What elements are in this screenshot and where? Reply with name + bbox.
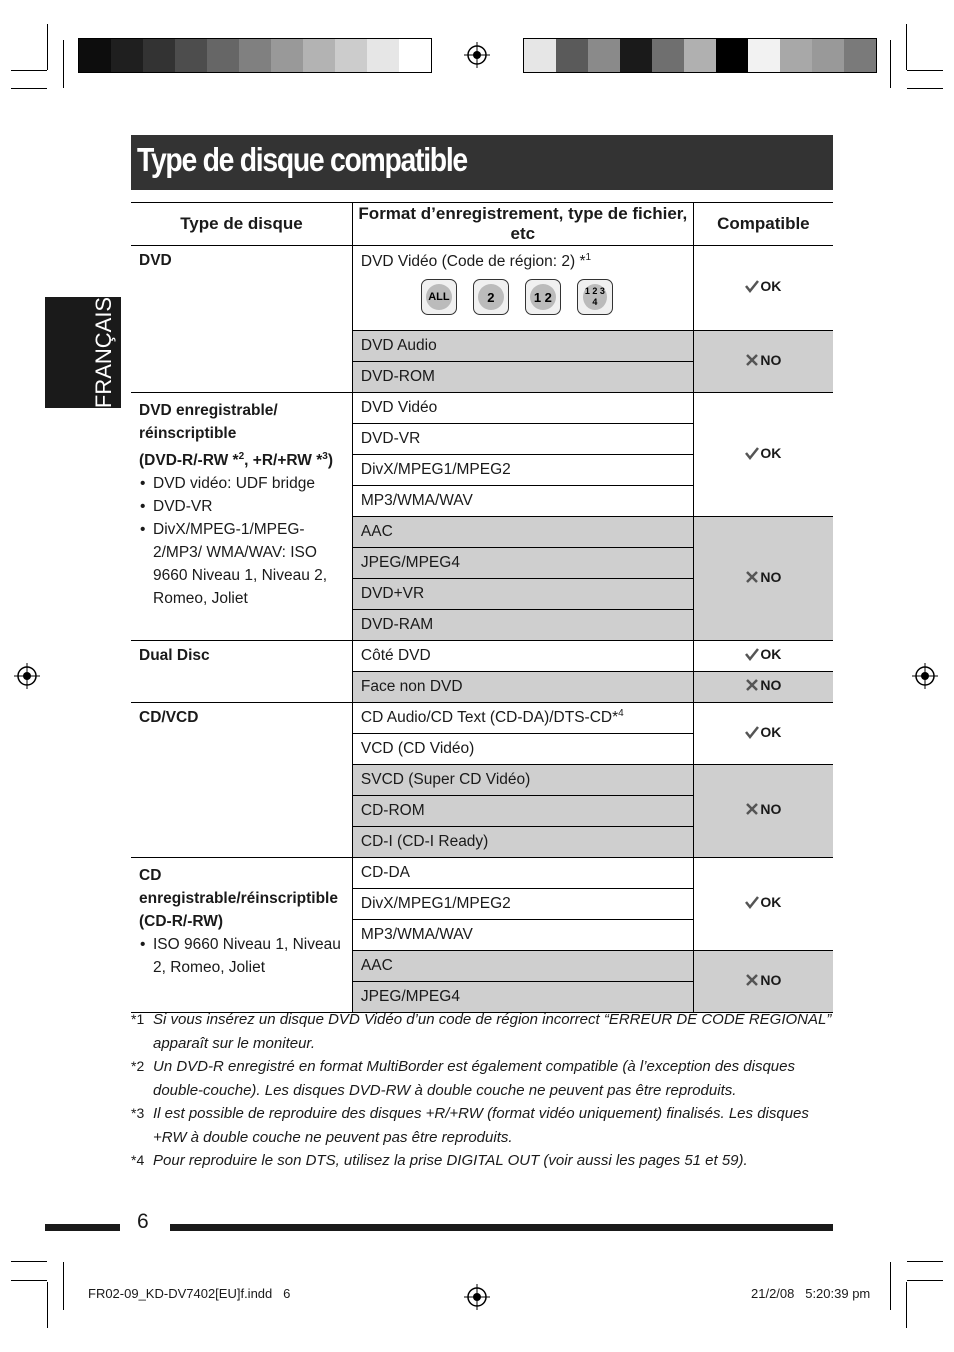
region-all-icon: ALL bbox=[421, 279, 457, 315]
ok-badge: OK bbox=[745, 445, 781, 461]
crop-mark bbox=[890, 1262, 891, 1310]
column-header: Format d’enregistrement, type de fichier, etc bbox=[352, 203, 693, 246]
crop-mark bbox=[890, 40, 891, 88]
region-code-icons bbox=[361, 279, 685, 315]
cross-icon bbox=[745, 570, 759, 584]
compat-cell bbox=[693, 393, 833, 517]
color-bar-right bbox=[523, 38, 877, 73]
format-cell: CD-ROM bbox=[352, 796, 693, 827]
color-swatch bbox=[175, 39, 207, 72]
disc-type-line: ) bbox=[327, 452, 333, 470]
disc-type-cell bbox=[131, 703, 352, 858]
disc-type-line: (DVD-R/-RW * bbox=[139, 452, 239, 470]
compat-cell bbox=[693, 765, 833, 858]
format-cell: DVD-RAM bbox=[352, 610, 693, 641]
crop-mark bbox=[906, 1282, 907, 1328]
table-row bbox=[131, 641, 833, 672]
disc-type-cell bbox=[131, 393, 352, 641]
footnote-ref: 2 bbox=[238, 451, 245, 462]
region-1-2-3-4-icon: 1 2 3 4 bbox=[577, 279, 613, 315]
crop-mark bbox=[63, 1262, 64, 1310]
column-header: Compatible bbox=[693, 203, 833, 246]
date-info: 21/2/08 5:20:39 pm bbox=[751, 1286, 871, 1301]
crop-mark bbox=[907, 70, 943, 71]
color-swatch bbox=[556, 39, 588, 72]
file-info: FR02-09_KD-DV7402[EU]f.indd 6 bbox=[88, 1286, 291, 1301]
disc-type-line: DVD enregistrable/ bbox=[139, 402, 278, 419]
disc-type-dvd: DVD bbox=[139, 252, 172, 269]
disc-type-cd: CD/VCD bbox=[139, 709, 199, 726]
format-cell: CD Audio/CD Text (CD-DA)/DTS-CD*$^4$ bbox=[352, 703, 693, 734]
footnote: *3 Il est possible de reproduire des disques +R/+RW (format vidéo uniquement) finalisés. Les disques +RW à double couche ne peuvent pas être reproduits. bbox=[131, 1105, 809, 1146]
region-2-icon: 2 bbox=[473, 279, 509, 315]
language-label: FRANÇAIS bbox=[91, 296, 116, 409]
compat-cell bbox=[693, 517, 833, 641]
color-swatch bbox=[271, 39, 303, 72]
footnote: *4 Pour reproduire le son DTS, utilisez la prise DIGITAL OUT (voir aussi les pages 51 et 59). bbox=[131, 1152, 748, 1169]
crop-mark bbox=[907, 1280, 943, 1281]
check-icon bbox=[745, 279, 759, 293]
crop-mark bbox=[47, 1282, 48, 1328]
cross-icon bbox=[745, 973, 759, 987]
no-badge: NO bbox=[745, 972, 781, 988]
ok-badge: OK bbox=[745, 724, 781, 740]
registration-mark-icon bbox=[14, 663, 40, 689]
compat-cell bbox=[693, 331, 833, 393]
format-cell: JPEG/MPEG4 bbox=[352, 982, 693, 1013]
color-swatch bbox=[620, 39, 652, 72]
list-item: • DVD-VR bbox=[153, 495, 344, 518]
format-cell: VCD (CD Vidéo) bbox=[352, 734, 693, 765]
format-cell: JPEG/MPEG4 bbox=[352, 548, 693, 579]
crop-mark bbox=[47, 24, 48, 70]
disc-type-cell bbox=[131, 641, 352, 703]
color-swatch bbox=[79, 39, 111, 72]
color-swatch bbox=[143, 39, 175, 72]
list-item: • DVD vidéo: UDF bridge bbox=[153, 472, 344, 495]
format-cell: SVCD (Super CD Vidéo) bbox=[352, 765, 693, 796]
registration-mark-icon bbox=[464, 1284, 490, 1310]
page-footer-bar bbox=[45, 1224, 120, 1231]
compat-cell bbox=[693, 858, 833, 951]
format-cell: AAC bbox=[352, 517, 693, 548]
list-item: • DivX/MPEG-1/MPEG-2/MP3/ WMA/WAV: ISO 9660 Niveau 1, Niveau 2, Romeo, Joliet bbox=[153, 518, 344, 610]
compat-cell bbox=[693, 246, 833, 331]
disc-type-cell bbox=[131, 858, 352, 1013]
compat-cell bbox=[693, 951, 833, 1013]
color-swatch bbox=[588, 39, 620, 72]
color-swatch bbox=[652, 39, 684, 72]
cross-icon bbox=[745, 353, 759, 367]
crop-mark bbox=[11, 70, 47, 71]
color-swatch bbox=[812, 39, 844, 72]
title-bar bbox=[131, 135, 833, 190]
disc-type-line: réinscriptible bbox=[139, 425, 237, 442]
format-cell: DivX/MPEG1/MPEG2 bbox=[352, 455, 693, 486]
footnote-ref: 3 bbox=[322, 451, 328, 462]
format-cell: MP3/WMA/WAV bbox=[352, 486, 693, 517]
crop-mark bbox=[907, 1261, 943, 1262]
crop-mark bbox=[11, 88, 47, 89]
language-tab bbox=[45, 297, 121, 408]
format-cell: Côté DVD bbox=[352, 641, 693, 672]
format-cell: MP3/WMA/WAV bbox=[352, 920, 693, 951]
disc-type-cell bbox=[131, 246, 352, 393]
table-row bbox=[131, 858, 833, 889]
check-icon bbox=[745, 446, 759, 460]
registration-mark-icon bbox=[464, 42, 490, 68]
crop-mark bbox=[11, 1261, 47, 1262]
compat-cell bbox=[693, 641, 833, 672]
crop-mark bbox=[907, 88, 943, 89]
format-cell: Face non DVD bbox=[352, 672, 693, 703]
color-swatch bbox=[399, 39, 431, 72]
no-badge: NO bbox=[745, 569, 781, 585]
region-1-2-icon: 1 2 bbox=[525, 279, 561, 315]
footnote: *1 Si vous insérez un disque DVD Vidéo d’un code de région incorrect “ERREUR DE CODE REGIONAL” apparaît sur le moniteur. bbox=[131, 1011, 832, 1052]
crop-mark bbox=[906, 24, 907, 70]
color-swatch bbox=[239, 39, 271, 72]
footnote-ref: 4 bbox=[618, 708, 624, 720]
crop-mark bbox=[63, 40, 64, 88]
format-cell: DVD-ROM bbox=[352, 362, 693, 393]
list-item: • ISO 9660 Niveau 1, Niveau 2, Romeo, Joliet bbox=[153, 933, 344, 979]
color-swatch bbox=[303, 39, 335, 72]
color-swatch bbox=[207, 39, 239, 72]
compatibility-table bbox=[131, 202, 833, 1013]
footnotes bbox=[131, 1008, 833, 1173]
no-badge: NO bbox=[745, 801, 781, 817]
footnote-ref: 1 bbox=[585, 252, 592, 263]
bullet-list bbox=[139, 472, 344, 610]
format-cell: DVD Vidéo bbox=[352, 393, 693, 424]
color-swatch bbox=[716, 39, 748, 72]
color-swatch bbox=[684, 39, 716, 72]
color-swatch bbox=[748, 39, 780, 72]
disc-type-line: CD enregistrable/réinscriptible bbox=[139, 867, 338, 907]
disc-type-line: , +R/+RW * bbox=[244, 452, 323, 470]
disc-type-dual: Dual Disc bbox=[139, 647, 210, 664]
check-icon bbox=[745, 725, 759, 739]
color-swatch bbox=[111, 39, 143, 72]
table-row bbox=[131, 393, 833, 424]
compat-cell bbox=[693, 703, 833, 765]
column-header: Type de disque bbox=[131, 203, 352, 246]
crop-mark bbox=[11, 1280, 47, 1281]
registration-mark-icon bbox=[912, 663, 938, 689]
ok-badge: OK bbox=[745, 278, 781, 294]
table-row bbox=[131, 246, 833, 331]
check-icon bbox=[745, 895, 759, 909]
format-cell: CD-DA bbox=[352, 858, 693, 889]
compat-cell bbox=[693, 672, 833, 703]
color-swatch bbox=[335, 39, 367, 72]
format-cell: DVD-VR bbox=[352, 424, 693, 455]
table-header-row bbox=[131, 203, 833, 246]
color-swatch bbox=[780, 39, 812, 72]
color-bar-left bbox=[78, 38, 432, 73]
page-footer-bar bbox=[170, 1224, 833, 1231]
ok-badge: OK bbox=[745, 646, 781, 662]
color-swatch bbox=[367, 39, 399, 72]
format-cell: CD-I (CD-I Ready) bbox=[352, 827, 693, 858]
no-badge: NO bbox=[745, 352, 781, 368]
no-badge: NO bbox=[745, 677, 781, 693]
bullet-list bbox=[139, 933, 344, 979]
format-cell: DVD+VR bbox=[352, 579, 693, 610]
cross-icon bbox=[745, 802, 759, 816]
format-cell bbox=[352, 246, 693, 331]
format-cell: DVD Audio bbox=[352, 331, 693, 362]
disc-type-line: (CD-R/-RW) bbox=[139, 913, 224, 930]
format-cell: AAC bbox=[352, 951, 693, 982]
footnote: *2 Un DVD-R enregistré en format MultiBorder est également compatible (à l’exception des disques double-couche). Les disques DVD-RW à double couche ne peuvent pas être reproduits. bbox=[131, 1058, 795, 1099]
table-row bbox=[131, 703, 833, 734]
page-number: 6 bbox=[137, 1210, 149, 1233]
cross-icon bbox=[745, 678, 759, 692]
page-title: Type de disque compatible bbox=[137, 141, 467, 178]
color-swatch bbox=[844, 39, 876, 72]
format-label: DVD Vidéo (Code de région: 2) * bbox=[360, 253, 586, 271]
color-swatch bbox=[524, 39, 556, 72]
format-cell: DivX/MPEG1/MPEG2 bbox=[352, 889, 693, 920]
ok-badge: OK bbox=[745, 894, 781, 910]
check-icon bbox=[745, 647, 759, 661]
